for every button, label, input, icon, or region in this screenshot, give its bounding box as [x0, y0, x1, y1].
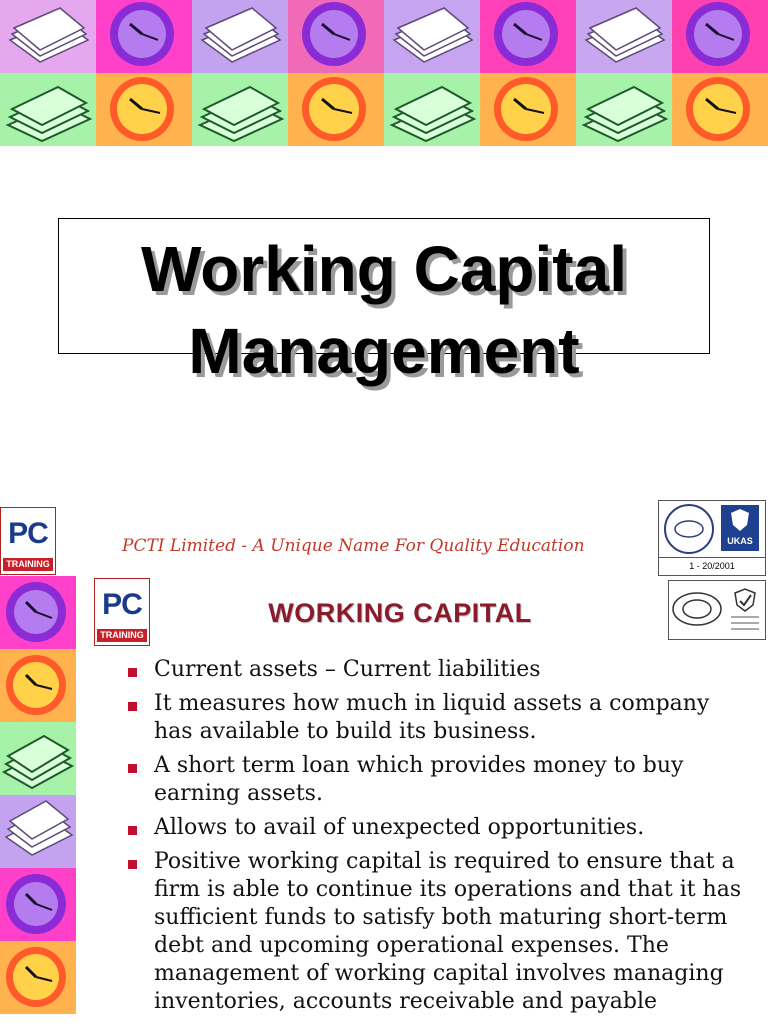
list-item-text: Current assets – Current liabilities [154, 657, 541, 682]
papers-icon [0, 722, 76, 795]
logo-main-text: PC [102, 588, 142, 621]
clock-icon [672, 73, 768, 146]
iso-certificate-badge [658, 500, 766, 576]
clock-icon [288, 73, 384, 146]
clock-icon [288, 0, 384, 73]
papers-icon [0, 73, 96, 146]
bullet-list [128, 656, 748, 1022]
title-line-2: Management [188, 315, 580, 387]
pc-training-logo [0, 507, 56, 575]
list-item-text: Allows to avail of unexpected opportunities. [154, 815, 645, 840]
clock-icon [480, 73, 576, 146]
list-item-text: Positive working capital is required to ensure that a firm is able to continue its operations and that it has sufficient funds to satisfy both maturing short-term debt and upcoming operational expenses. The management of working capital involves managing inventories, accounts receivable and payable [154, 849, 742, 1014]
urs-ukas-certificate-badge [668, 580, 766, 640]
iso-cert-number: 1 - 20/2001 [659, 557, 765, 574]
clock-icon [96, 73, 192, 146]
logo-main-text: PC [8, 517, 48, 550]
papers-icon [0, 0, 96, 73]
bullet-marker [128, 826, 137, 835]
section-heading: WORKING CAPITAL [268, 598, 532, 628]
list-item [128, 690, 748, 746]
clock-icon [672, 0, 768, 73]
clock-icon [0, 576, 76, 649]
tagline: PCTI Limited - A Unique Name For Quality Education [122, 536, 585, 556]
bullet-marker [128, 860, 137, 869]
papers-icon [576, 73, 672, 146]
logo-sub-text: TRAINING [3, 558, 53, 571]
papers-icon [384, 73, 480, 146]
papers-icon [384, 0, 480, 73]
papers-icon [576, 0, 672, 73]
list-item [128, 814, 748, 842]
page-title [58, 228, 710, 392]
clock-icon [0, 649, 76, 722]
title-line-1: Working Capital [141, 233, 627, 305]
bullet-marker [128, 702, 137, 711]
papers-icon [192, 0, 288, 73]
papers-icon [192, 73, 288, 146]
list-item [128, 848, 748, 1016]
bullet-marker [128, 764, 137, 773]
pc-training-logo [94, 578, 150, 646]
bullet-marker [128, 668, 137, 677]
logo-sub-text: TRAINING [97, 629, 147, 642]
clock-icon [96, 0, 192, 73]
photo-banner [0, 0, 768, 146]
clock-icon [0, 941, 76, 1014]
list-item [128, 752, 748, 808]
ukas-label: UKAS [727, 536, 753, 546]
papers-icon [0, 795, 76, 868]
clock-icon [0, 868, 76, 941]
list-item-text: A short term loan which provides money to buy earning assets. [154, 753, 684, 806]
clock-icon [480, 0, 576, 73]
list-item-text: It measures how much in liquid assets a company has available to build its business. [154, 691, 710, 744]
list-item [128, 656, 748, 684]
